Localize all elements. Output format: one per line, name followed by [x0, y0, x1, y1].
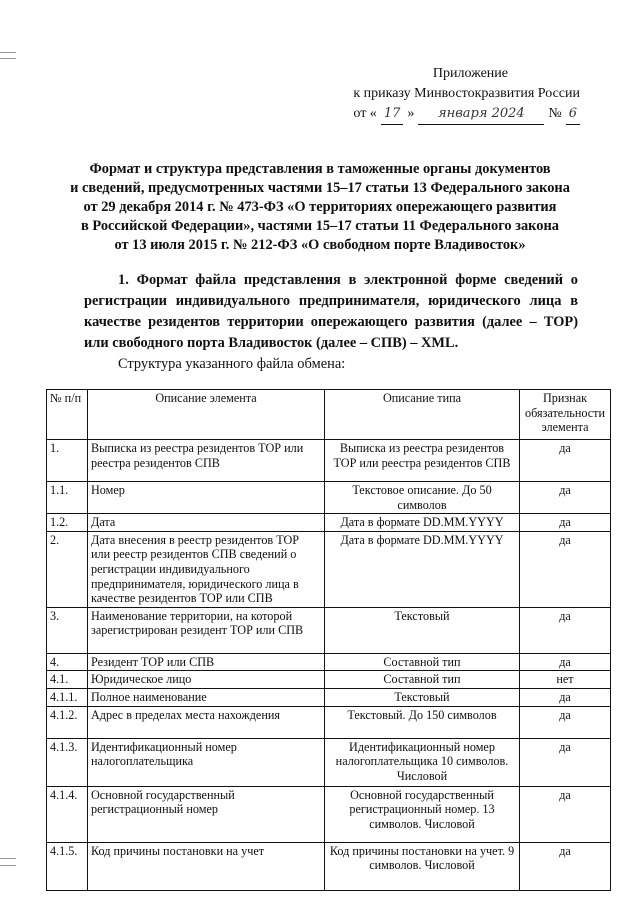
cell-element: Код причины постановки на учет [88, 842, 325, 890]
cell-type: Основной государственный регистрационный номер. 13 символов. Числовой [325, 786, 520, 842]
cell-type: Дата в формате DD.MM.YYYY [325, 514, 520, 532]
exchange-file-structure-table [46, 389, 611, 891]
table-row [47, 842, 611, 890]
scan-edge-mark [0, 858, 16, 859]
cell-number: 4.1. [47, 671, 88, 689]
title-line: и сведений, предусмотренных частями 15–17 статьи 13 Федерального закона [70, 180, 570, 196]
table-row [47, 653, 611, 671]
cell-element: Дата внесения в реестр резидентов ТОР или реестр резидентов СПВ сведений о регистрации индивидуального предпринимателя, юридического лица в качестве резидентов ТОР или СПВ [88, 531, 325, 607]
header-element-description: Описание элемента [88, 390, 325, 440]
cell-mandatory: да [520, 653, 611, 671]
cell-mandatory: да [520, 786, 611, 842]
scan-edge-mark [0, 58, 16, 59]
cell-type: Код причины постановки на учет. 9 символов. Числовой [325, 842, 520, 890]
cell-number: 4.1.3. [47, 738, 88, 786]
table-row [47, 514, 611, 532]
cell-number: 1.2. [47, 514, 88, 532]
cell-mandatory: нет [520, 671, 611, 689]
cell-type: Выписка из реестра резидентов ТОР или реестра резидентов СПВ [325, 440, 520, 482]
cell-type: Текстовое описание. До 50 символов [325, 482, 520, 514]
handwritten-month-year: января 2024 [418, 104, 544, 125]
cell-mandatory: да [520, 531, 611, 607]
cell-element: Основной государственный регистрационный номер [88, 786, 325, 842]
table-row [47, 440, 611, 482]
handwritten-order-number: 6 [566, 104, 580, 125]
appendix-label: Приложение [432, 66, 508, 81]
date-prefix: от « [353, 106, 377, 121]
cell-mandatory: да [520, 440, 611, 482]
cell-number: 3. [47, 607, 88, 653]
header-type-description: Описание типа [325, 390, 520, 440]
order-reference: к приказу Минвостокразвития России [353, 86, 580, 101]
cell-number: 2. [47, 531, 88, 607]
cell-element: Номер [88, 482, 325, 514]
cell-number: 4.1.1. [47, 688, 88, 706]
cell-mandatory: да [520, 482, 611, 514]
cell-mandatory: да [520, 688, 611, 706]
table-row [47, 607, 611, 653]
cell-type: Текстовый [325, 607, 520, 653]
date-close-quote: » [407, 106, 415, 121]
cell-type: Текстовый [325, 688, 520, 706]
title-line: Формат и структура представления в таможенные органы документов [89, 161, 551, 177]
cell-mandatory: да [520, 706, 611, 738]
number-sign: № [548, 106, 562, 121]
header-number: № п/п [47, 390, 88, 440]
cell-element: Юридическое лицо [88, 671, 325, 689]
title-line: от 13 июля 2015 г. № 212-ФЗ «О свободном порте Владивосток» [114, 237, 526, 253]
cell-mandatory: да [520, 514, 611, 532]
cell-element: Адрес в пределах места нахождения [88, 706, 325, 738]
appendix-header [0, 64, 580, 125]
cell-mandatory: да [520, 738, 611, 786]
cell-element: Идентификационный номер налогоплательщика [88, 738, 325, 786]
cell-element: Дата [88, 514, 325, 532]
table-row [47, 688, 611, 706]
cell-type: Дата в формате DD.MM.YYYY [325, 531, 520, 607]
table-row [47, 531, 611, 607]
scan-edge-mark [0, 52, 16, 53]
structure-label: Структура указанного файла обмена: [118, 356, 346, 372]
cell-number: 1.1. [47, 482, 88, 514]
cell-element: Резидент ТОР или СПВ [88, 653, 325, 671]
cell-type: Текстовый. До 150 символов [325, 706, 520, 738]
header-mandatory-flag: Признак обязательности элемента [520, 390, 611, 440]
cell-element: Выписка из реестра резидентов ТОР или реестра резидентов СПВ [88, 440, 325, 482]
table-row [47, 482, 611, 514]
cell-number: 1. [47, 440, 88, 482]
cell-type: Составной тип [325, 671, 520, 689]
table-header-row [47, 390, 611, 440]
table-row [47, 786, 611, 842]
section-1-paragraph: 1. Формат файла представления в электронной форме сведений о регистрации индивидуального предпринимателя, юридического лица в качестве резидентов территории опережающего развития (далее – ТОР) или свободного порта Владивосток (далее – СПВ) – XML. [84, 272, 578, 351]
scan-edge-mark [0, 865, 16, 866]
order-date-line [353, 104, 580, 125]
cell-element: Наименование территории, на которой зарегистрирован резидент ТОР или СПВ [88, 607, 325, 653]
cell-mandatory: да [520, 607, 611, 653]
table-row [47, 738, 611, 786]
table-row [47, 671, 611, 689]
title-line: в Российской Федерации», частями 15–17 статьи 11 Федерального закона [81, 218, 559, 234]
cell-mandatory: да [520, 842, 611, 890]
document-title [60, 160, 580, 255]
cell-element: Полное наименование [88, 688, 325, 706]
title-line: от 29 декабря 2014 г. № 473-ФЗ «О территориях опережающего развития [83, 199, 557, 215]
cell-type: Идентификационный номер налогоплательщика 10 символов. Числовой [325, 738, 520, 786]
handwritten-day: 17 [381, 104, 404, 125]
cell-type: Составной тип [325, 653, 520, 671]
cell-number: 4.1.4. [47, 786, 88, 842]
cell-number: 4. [47, 653, 88, 671]
table-row [47, 706, 611, 738]
cell-number: 4.1.5. [47, 842, 88, 890]
cell-number: 4.1.2. [47, 706, 88, 738]
